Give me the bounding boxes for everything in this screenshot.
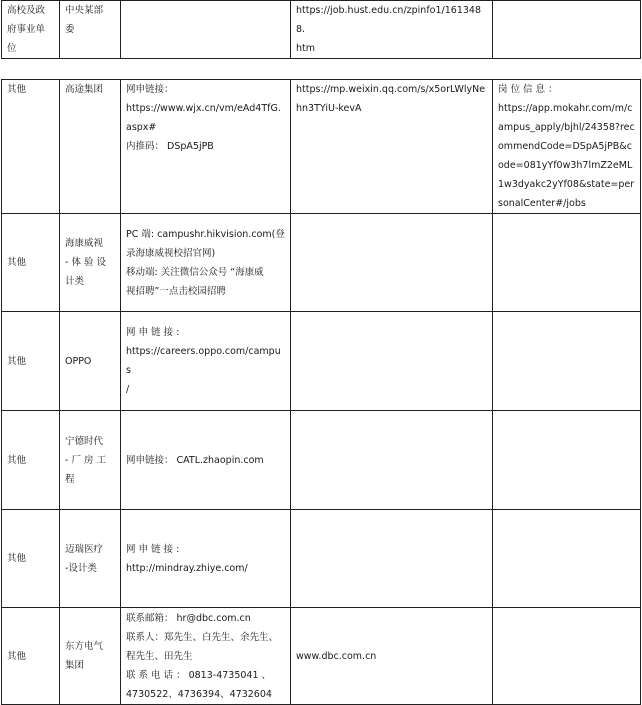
cell-line: 网 申 链 接 : bbox=[126, 543, 180, 555]
extra-link[interactable]: sonalCenter#/jobs bbox=[498, 198, 586, 209]
apply-cell bbox=[121, 510, 291, 608]
extra-cell bbox=[493, 312, 641, 411]
cell-line: 移动端: 关注微信公众号 “海康威 bbox=[126, 266, 264, 278]
category-cell: 其他 bbox=[2, 411, 60, 510]
cell-line: 委 bbox=[65, 24, 75, 35]
cell-line: 网申链接： bbox=[126, 84, 174, 95]
url-cell bbox=[291, 214, 493, 312]
cell-line: OPPO bbox=[65, 355, 92, 367]
url-cell bbox=[291, 80, 493, 214]
apply-link[interactable]: https://www.wjx.cn/vm/eAd4TfG. bbox=[126, 103, 281, 114]
url-cell bbox=[291, 608, 493, 705]
cell-line: 联系人：郑先生、白先生、余先生、 bbox=[126, 631, 279, 643]
table-row bbox=[2, 80, 641, 214]
category-cell: 其他 bbox=[2, 608, 60, 705]
cell-line[interactable]: https://job.hust.edu.cn/zpinfo1/1613488. bbox=[296, 5, 481, 35]
cell-line: - 体 验 设 bbox=[65, 257, 106, 268]
apply-link[interactable]: http://mindray.zhiye.com/ bbox=[126, 562, 248, 574]
category-cell: 其他 bbox=[2, 312, 60, 411]
cell-line: 东方电气 bbox=[65, 641, 104, 652]
extra-link[interactable]: ampus_apply/bjhl/24358?rec bbox=[498, 122, 635, 133]
extra-cell bbox=[493, 214, 641, 312]
cell-line: 集团 bbox=[65, 660, 85, 671]
referral-code: 内推码： DSpA5jPB bbox=[126, 141, 214, 152]
cell-line: 宁德时代 bbox=[65, 435, 104, 447]
cell-line: 中央某部 bbox=[65, 5, 104, 16]
apply-link[interactable]: https://careers.oppo.com/campus bbox=[126, 346, 281, 376]
cell-line: - 厂 房 工 bbox=[65, 454, 106, 466]
extra-cell bbox=[493, 80, 641, 214]
extra-cell bbox=[493, 1, 641, 59]
url-link[interactable]: https://mp.weixin.qq.com/s/x5orLWlyNe bbox=[296, 84, 486, 95]
table-row bbox=[2, 1, 641, 59]
company-cell bbox=[60, 608, 121, 705]
cell-line[interactable]: PC 端: campushr.hikvision.com(登 bbox=[126, 228, 285, 240]
contact-email[interactable]: 联系邮箱： hr@dbc.com.cn bbox=[126, 612, 251, 624]
extra-cell bbox=[493, 510, 641, 608]
category-cell: 其他 bbox=[2, 214, 60, 312]
table-row bbox=[2, 608, 641, 705]
cell-line: 程 bbox=[65, 473, 75, 485]
top-table-fragment bbox=[1, 0, 641, 59]
apply-link[interactable]: / bbox=[126, 384, 130, 395]
cell-line: 计类 bbox=[65, 276, 85, 287]
category-cell bbox=[2, 1, 60, 59]
table-row bbox=[2, 510, 641, 608]
cell-line: 网 申 链 接 : bbox=[126, 327, 180, 338]
table-row bbox=[2, 214, 641, 312]
cell-line: 录海康威视校招官网) bbox=[126, 247, 216, 259]
url-cell bbox=[291, 312, 493, 411]
apply-cell bbox=[121, 80, 291, 214]
company-cell bbox=[60, 312, 121, 411]
cell-line: 高途集团 bbox=[65, 84, 104, 95]
apply-cell bbox=[121, 608, 291, 705]
apply-cell bbox=[121, 1, 291, 59]
url-cell bbox=[291, 411, 493, 510]
extra-link[interactable]: ommendCode=DSpA5jPB&c bbox=[498, 141, 632, 152]
extra-link[interactable]: ode=081yYf0w3h7lmZ2eML bbox=[498, 160, 633, 171]
cell-line: 岗 位 信 息 ： bbox=[498, 84, 558, 95]
apply-cell bbox=[121, 214, 291, 312]
unit-cell bbox=[60, 1, 121, 59]
cell-line: 高校及政 bbox=[7, 5, 46, 16]
cell-line: 海康威视 bbox=[65, 238, 104, 249]
cell-line: -设计类 bbox=[65, 562, 97, 574]
apply-link[interactable]: aspx# bbox=[126, 122, 157, 133]
apply-cell bbox=[121, 312, 291, 411]
apply-link[interactable]: 网申链接： CATL.zhaopin.com bbox=[126, 454, 264, 466]
extra-cell bbox=[493, 411, 641, 510]
table-row bbox=[2, 312, 641, 411]
cell-line[interactable]: htm bbox=[296, 43, 315, 54]
table-row bbox=[2, 411, 641, 510]
url-cell bbox=[291, 1, 493, 59]
extra-link[interactable]: https://app.mokahr.com/m/c bbox=[498, 103, 633, 114]
company-table bbox=[1, 79, 641, 705]
contact-phone: 4730522、4736394、4732604 bbox=[126, 688, 272, 700]
company-cell bbox=[60, 411, 121, 510]
contact-phone: 联 系 电 话 ： 0813-4735041 、 bbox=[126, 669, 272, 681]
cell-line: 程先生、田先生 bbox=[126, 650, 193, 662]
extra-link[interactable]: 1w3dyakc2yYf08&state=per bbox=[498, 179, 635, 190]
category-cell bbox=[2, 80, 60, 214]
cell-line: 其他 bbox=[7, 84, 27, 95]
apply-cell bbox=[121, 411, 291, 510]
company-cell bbox=[60, 510, 121, 608]
company-cell bbox=[60, 80, 121, 214]
extra-cell bbox=[493, 608, 641, 705]
cell-line: 位 bbox=[7, 43, 17, 54]
company-cell bbox=[60, 214, 121, 312]
cell-line: 府事业单 bbox=[7, 24, 46, 35]
cell-line: 迈瑞医疗 bbox=[65, 543, 104, 555]
category-cell: 其他 bbox=[2, 510, 60, 608]
cell-line: 视招聘”一点击校园招聘 bbox=[126, 285, 226, 297]
url-link[interactable]: www.dbc.com.cn bbox=[296, 650, 377, 662]
url-link[interactable]: hn3TYiU-kevA bbox=[296, 103, 362, 114]
url-cell bbox=[291, 510, 493, 608]
